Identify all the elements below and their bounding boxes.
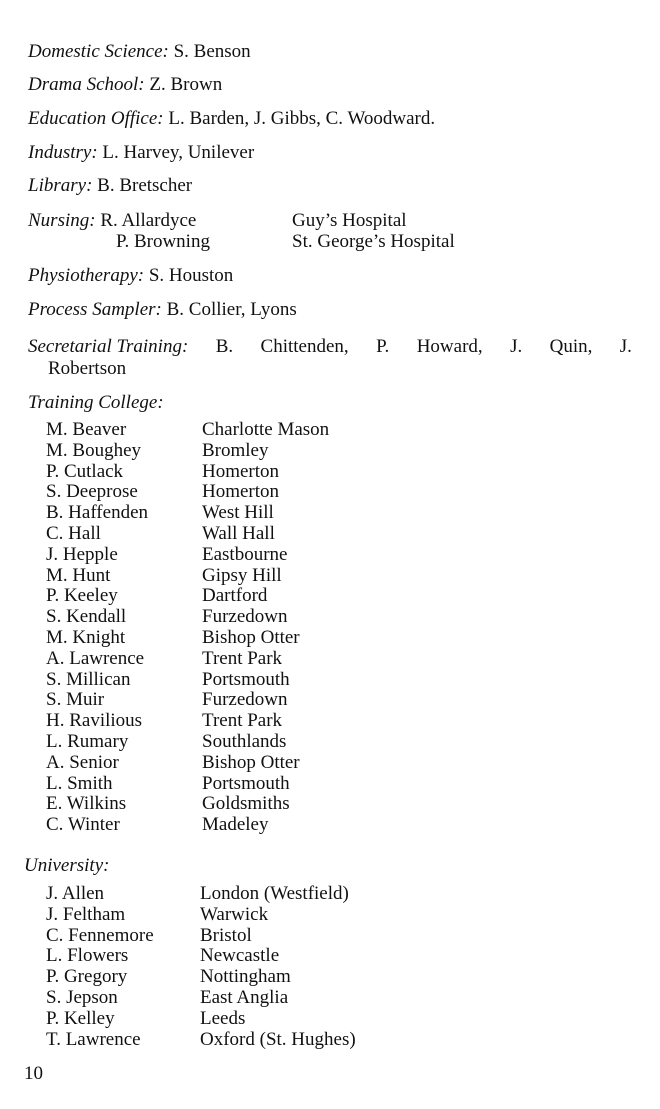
entry-name: L. Smith: [46, 772, 113, 794]
entry-name: P. Kelley: [46, 1007, 115, 1029]
nursing-row: [28, 210, 628, 231]
entry-name: J. Allen: [46, 883, 105, 904]
entry-nursing: [28, 210, 628, 252]
category-label: Library:: [28, 175, 93, 196]
entry-place: Guy’s Hospital: [292, 210, 407, 231]
entry-name: L. Rumary: [46, 730, 129, 752]
category-label: Drama School:: [28, 74, 145, 95]
word: Chittenden,: [260, 336, 349, 357]
nursing-row: [28, 231, 628, 252]
entry-place: Portsmouth: [202, 772, 290, 794]
entry-name: S. Muir: [46, 689, 105, 711]
entry-place: Furzedown: [202, 606, 288, 628]
entry-domestic-science: [28, 41, 251, 63]
entry-place: Oxford (St. Hughes): [200, 1028, 356, 1050]
entry-name: T. Lawrence: [46, 1028, 141, 1050]
word: J.: [619, 336, 632, 357]
entry-name: J. Feltham: [46, 903, 126, 925]
entry-names: L. Harvey, Unilever: [102, 142, 255, 163]
entry-place: Homerton: [202, 481, 280, 503]
category-label: Secretarial Training:: [28, 336, 189, 357]
entry-library: [28, 175, 192, 197]
entry-name: A. Senior: [46, 751, 119, 773]
entry-names: B. Bretscher: [97, 175, 193, 196]
entry-place: Furzedown: [202, 689, 288, 711]
word: J.: [510, 336, 523, 357]
entry-name: P. Browning: [116, 231, 210, 252]
entry-name: S. Millican: [46, 668, 131, 690]
entry-place: Dartford: [202, 585, 268, 607]
entry-place: Goldsmiths: [202, 793, 290, 815]
word: Howard,: [416, 336, 483, 357]
category-label: Education Office:: [28, 108, 164, 129]
entry-place: Warwick: [200, 903, 269, 925]
category-label: Process Sampler:: [28, 299, 162, 320]
entry-name: R. Allardyce: [100, 210, 197, 231]
entry-name: E. Wilkins: [46, 793, 127, 815]
entry-place: Nottingham: [200, 966, 291, 988]
entry-secretarial-training: [28, 336, 632, 380]
entry-place: St. George’s Hospital: [292, 231, 455, 252]
university-heading: University:: [24, 855, 110, 876]
entry-education-office: [28, 108, 435, 130]
entry-name: S. Kendall: [46, 606, 127, 628]
entry-place: Bishop Otter: [202, 626, 300, 648]
training-college-heading: Training College:: [28, 392, 164, 413]
entry-names: L. Barden, J. Gibbs, C. Woodward.: [168, 108, 436, 129]
entry-place: Southlands: [202, 730, 287, 752]
entry-name: P. Cutlack: [46, 460, 124, 482]
entry-name: H. Ravilious: [46, 710, 143, 732]
entry-name: P. Gregory: [46, 966, 128, 988]
entry-name: C. Fennemore: [46, 924, 154, 946]
entry-name: L. Flowers: [46, 945, 129, 967]
entry-name: P. Keeley: [46, 585, 118, 607]
entry-name: M. Beaver: [46, 419, 127, 440]
nursing-first-line: [28, 210, 196, 231]
entry-names: S. Benson: [173, 41, 251, 62]
entry-name: M. Knight: [46, 626, 126, 648]
category-label: Industry:: [28, 142, 98, 163]
page-number: 10: [24, 1063, 43, 1084]
entry-name: C. Hall: [46, 522, 101, 544]
entry-place: Eastbourne: [202, 543, 288, 565]
entry-place: Trent Park: [202, 647, 283, 669]
entry-name: S. Jepson: [46, 986, 118, 1008]
word: B.: [215, 336, 234, 357]
word: Quin,: [549, 336, 593, 357]
entry-drama-school: [28, 74, 222, 96]
entry-place: Trent Park: [202, 710, 283, 732]
entry-name: M. Boughey: [46, 439, 141, 461]
entry-place: Leeds: [200, 1007, 246, 1029]
category-label: Nursing:: [28, 210, 96, 231]
category-label: Physiotherapy:: [28, 265, 145, 286]
entry-process-sampler: [28, 299, 297, 321]
entry-place: East Anglia: [200, 986, 289, 1008]
entry-name: M. Hunt: [46, 564, 111, 586]
entry-name: J. Hepple: [46, 543, 118, 565]
entry-place: Gipsy Hill: [202, 564, 282, 586]
entry-place: Newcastle: [200, 945, 280, 967]
entry-place: Bromley: [202, 439, 269, 461]
entry-place: London (Westfield): [200, 883, 349, 904]
category-label: Domestic Science:: [28, 41, 169, 62]
entry-name: A. Lawrence: [46, 647, 145, 669]
secretarial-line: [28, 336, 632, 358]
entry-place: Madeley: [202, 814, 269, 836]
entry-place: Bristol: [200, 924, 252, 946]
entry-name: C. Winter: [46, 814, 120, 836]
secretarial-continuation: Robertson: [48, 358, 127, 379]
entry-place: Portsmouth: [202, 668, 290, 690]
entry-name: B. Haffenden: [46, 502, 149, 524]
entry-place: Charlotte Mason: [202, 419, 330, 440]
entry-place: West Hill: [202, 502, 274, 524]
entry-names: S. Houston: [148, 265, 234, 286]
entry-physiotherapy: [28, 265, 233, 287]
entry-names: B. Collier, Lyons: [166, 299, 297, 320]
entry-industry: [28, 142, 254, 164]
entry-place: Wall Hall: [202, 522, 275, 544]
entry-place: Homerton: [202, 460, 280, 482]
entry-name: S. Deeprose: [46, 481, 138, 503]
entry-place: Bishop Otter: [202, 751, 300, 773]
word: P.: [376, 336, 390, 357]
entry-names: Z. Brown: [149, 74, 223, 95]
